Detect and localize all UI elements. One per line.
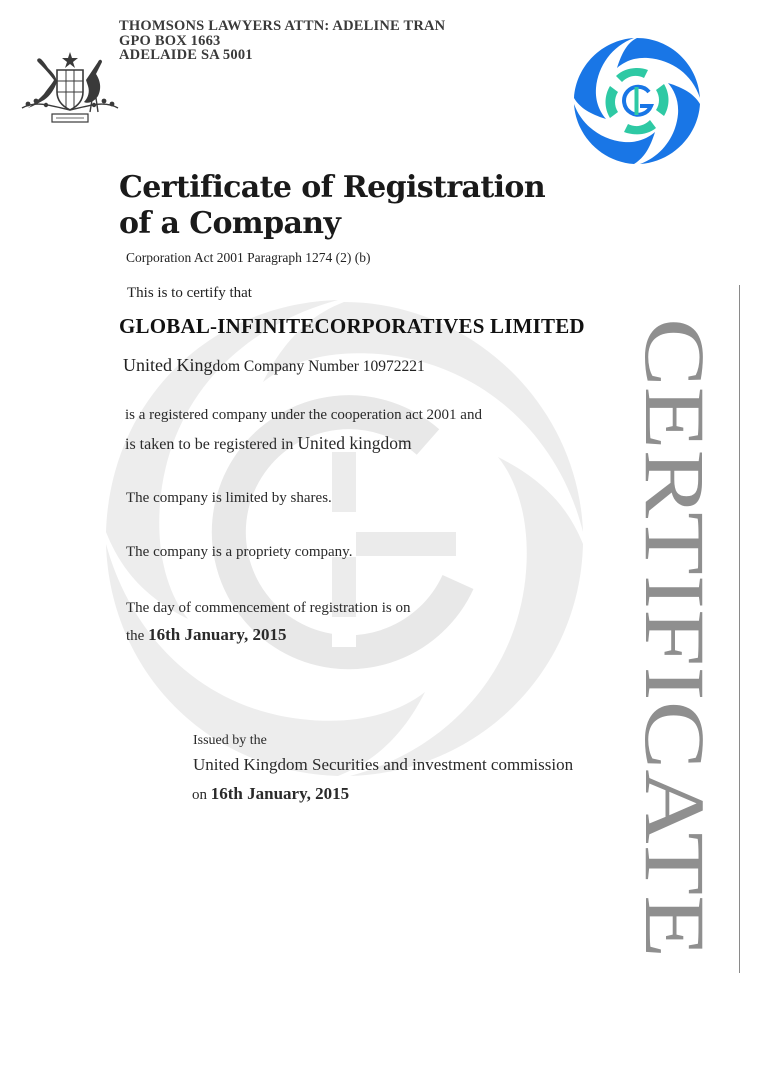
issue-date: 16th January, 2015 (210, 784, 350, 803)
company-number-country: United King (123, 355, 213, 375)
commencement-prefix: the (126, 628, 149, 644)
side-divider (739, 285, 740, 973)
issuer-name: United Kingdom Securities and investment commission (193, 755, 574, 774)
commencement-date: 16th January, 2015 (148, 625, 287, 644)
certificate-title: Certificate of Registration of a Company (119, 170, 546, 241)
registration-country-name: United kingdom (297, 433, 412, 453)
australian-coat-of-arms-icon (16, 50, 124, 128)
gi-spiral-logo-icon (572, 36, 702, 166)
commencement-date-line (126, 625, 286, 645)
vertical-certificate-word (627, 312, 723, 962)
company-type-statement: The company is a propriety company. (126, 544, 353, 560)
company-number (123, 355, 425, 376)
issued-by-label: Issued by the (193, 733, 267, 748)
recipient-address (119, 19, 445, 63)
address-line: THOMSONS LAWYERS ATTN: ADELINE TRAN (119, 18, 446, 34)
certify-intro: This is to certify that (127, 285, 252, 301)
registration-country-prefix: is taken to be registered in (125, 436, 298, 453)
registration-country (125, 433, 412, 454)
company-number-value: dom Company Number 10972221 (212, 358, 425, 375)
commencement-statement: The day of commencement of registration is on (126, 600, 411, 616)
vertical-certificate-text: CERTIFICATE (627, 318, 723, 853)
issue-prefix: on (192, 787, 211, 803)
address-line: ADELAIDE SA 5001 (119, 47, 253, 63)
shares-statement: The company is limited by shares. (126, 490, 332, 506)
address-line: GPO BOX 1663 (119, 32, 221, 49)
issue-date-line (192, 784, 349, 804)
registration-statement: is a registered company under the cooperation act 2001 and (125, 407, 482, 423)
company-name: GLOBAL-INFINITECORPORATIVES LIMITED (119, 314, 585, 338)
act-reference: Corporation Act 2001 Paragraph 1274 (2) (b) (126, 250, 371, 265)
